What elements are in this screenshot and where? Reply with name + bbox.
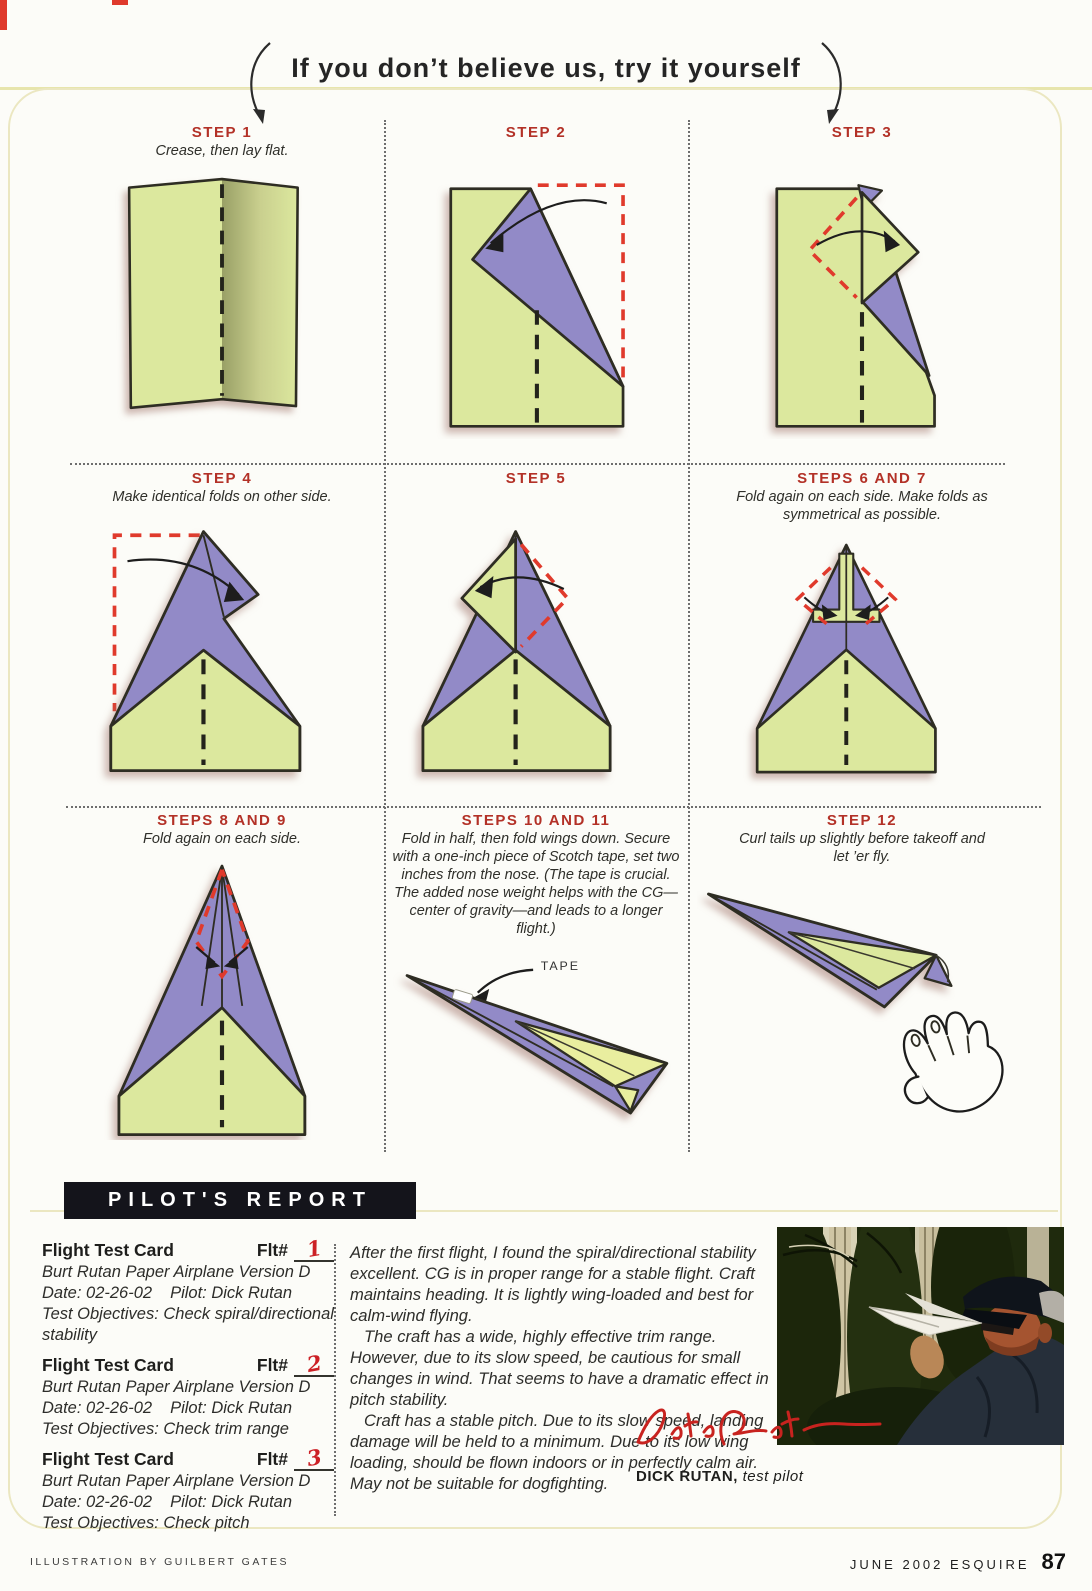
- step-1-diagram: [93, 167, 351, 425]
- paper-shape: [119, 866, 305, 1135]
- signature-dick-rutan: [628, 1396, 892, 1460]
- flt-label: Flt#: [256, 1240, 288, 1260]
- report-paragraph: The craft has a wide, highly effective trim range. However, due to its slow speed, be cautious for small changes in wind. That seems to have a dramatic effect in pitch stability.: [350, 1327, 769, 1409]
- tape-label: TAPE: [540, 958, 580, 973]
- step-caption: Crease, then lay flat.: [155, 143, 289, 159]
- step-cell-10-11: [392, 812, 680, 1131]
- illustration-credit: ILLUSTRATION BY GUILBERT GATES: [30, 1556, 289, 1568]
- print-mark-icon: [0, 0, 7, 30]
- step-label: STEP 5: [505, 470, 567, 487]
- card-plane: Burt Rutan Paper Airplane Version D: [42, 1263, 311, 1281]
- plane-shape: [407, 976, 667, 1113]
- column-separator: [384, 120, 386, 1152]
- card-pilot: Pilot: Dick Rutan: [170, 1284, 293, 1302]
- step-cell-4: [62, 470, 382, 791]
- paper-shape: [777, 185, 935, 426]
- step-caption: Fold again on each side. Make folds as symmetrical as possible.: [736, 489, 988, 523]
- title-arc-left-icon: [240, 40, 274, 126]
- row-separator: [66, 806, 1041, 808]
- step-cell-8-9: [62, 812, 382, 1140]
- title-arc-right-icon: [818, 40, 852, 126]
- hand-icon: [885, 1000, 1012, 1128]
- card-title: Flight Test Card: [42, 1449, 174, 1469]
- step-cell-2: [392, 124, 680, 439]
- report-paragraph: After the first flight, I found the spiral/directional stability excellent. CG is in proper range for a stable flight. Craft maintains heading. It is lightly wing-loaded and best for calm-wind flying.: [350, 1243, 756, 1325]
- footer-issue-block: [850, 1549, 1066, 1575]
- step-label: STEPS 6 AND 7: [797, 470, 927, 487]
- card-date: Date: 02-26-02: [42, 1284, 153, 1302]
- flt-number-line: [294, 1234, 334, 1263]
- step-label: STEP 12: [826, 812, 898, 829]
- step-label: STEPS 8 AND 9: [157, 812, 287, 829]
- row-separator: [70, 463, 1005, 465]
- step-3-diagram: [726, 167, 998, 439]
- page-number: 87: [1041, 1549, 1066, 1574]
- step-2-diagram: [400, 167, 672, 439]
- flight-card-2: [42, 1349, 334, 1440]
- report-column-separator: [334, 1244, 336, 1516]
- step-label: STEP 4: [191, 470, 253, 487]
- step-cell-1: [62, 124, 382, 425]
- flt-number-line: [294, 1443, 334, 1472]
- step-4-diagram: [83, 513, 361, 791]
- card-objectives: Test Objectives: Check pitch: [42, 1514, 250, 1532]
- step-cell-5: [392, 470, 680, 791]
- tape-arrow-icon: [478, 970, 533, 993]
- card-date: Date: 02-26-02: [42, 1399, 153, 1417]
- steps-6-7-diagram: [731, 531, 993, 793]
- card-pilot: Pilot: Dick Rutan: [170, 1399, 293, 1417]
- flt-label: Flt#: [256, 1355, 288, 1375]
- card-objectives: Test Objectives: Check spiral/directional stability: [42, 1305, 334, 1344]
- step-5-diagram: [397, 513, 675, 791]
- column-separator: [688, 120, 690, 1152]
- step-cell-12: [700, 812, 1024, 1136]
- step-cell-3: [700, 124, 1024, 439]
- card-title: Flight Test Card: [42, 1355, 174, 1375]
- pilots-report-banner: PILOT'S REPORT: [64, 1182, 416, 1219]
- flt-label: Flt#: [256, 1449, 288, 1469]
- step-caption: Make identical folds on other side.: [112, 489, 332, 505]
- issue-label: JUNE 2002 ESQUIRE: [849, 1557, 1030, 1572]
- plane-shape: [708, 894, 951, 1007]
- step-label: STEP 1: [191, 124, 253, 141]
- step-label: STEPS 10 AND 11: [461, 812, 611, 829]
- card-title: Flight Test Card: [42, 1240, 174, 1260]
- signature-caption: [636, 1468, 803, 1485]
- card-pilot: Pilot: Dick Rutan: [170, 1493, 293, 1511]
- step-label: STEP 2: [505, 124, 567, 141]
- flight-card-1: [42, 1234, 334, 1346]
- flt-number-handwritten: 2: [304, 1349, 324, 1378]
- step-cell-6-7: [700, 470, 1024, 793]
- steps-10-11-diagram: [388, 945, 684, 1131]
- paper-shape: [129, 179, 298, 408]
- print-mark-icon: [112, 0, 128, 5]
- steps-8-9-diagram: [84, 855, 360, 1140]
- flt-number-line: [294, 1349, 334, 1378]
- step-caption: Fold again on each side.: [143, 831, 301, 847]
- signature-role: test pilot: [742, 1468, 804, 1485]
- card-objectives: Test Objectives: Check trim range: [42, 1420, 289, 1438]
- card-plane: Burt Rutan Paper Airplane Version D: [42, 1378, 311, 1396]
- card-plane: Burt Rutan Paper Airplane Version D: [42, 1472, 311, 1490]
- flight-card-3: [42, 1443, 334, 1534]
- flt-number-handwritten: 1: [304, 1234, 324, 1263]
- step-caption: Fold in half, then fold wings down. Secure with a one-inch piece of Scotch tape, set two inches from the nose. (The tape is crucial. The added nose weight helps with the CG—center of gravity—and leads to a longer flight.): [392, 831, 680, 937]
- signature-name: DICK RUTAN,: [636, 1468, 738, 1485]
- card-date: Date: 02-26-02: [42, 1493, 153, 1511]
- page-title: If you don’t believe us, try it yourself: [291, 53, 801, 83]
- step-caption: Curl tails up slightly before takeoff and let ’er fly.: [739, 831, 985, 865]
- step-label: STEP 3: [831, 124, 893, 141]
- step-12-diagram: [697, 873, 1027, 1136]
- report-paragraph: Craft has a stable pitch. Due to its slow speed, landing damage will be held to a minimum. Due to its low wing loading, should be flown indoors or in perfectly calm air. May not be suitable for dogfighting.: [350, 1411, 764, 1493]
- flt-number-handwritten: 3: [304, 1443, 324, 1472]
- flight-test-cards: [42, 1234, 334, 1543]
